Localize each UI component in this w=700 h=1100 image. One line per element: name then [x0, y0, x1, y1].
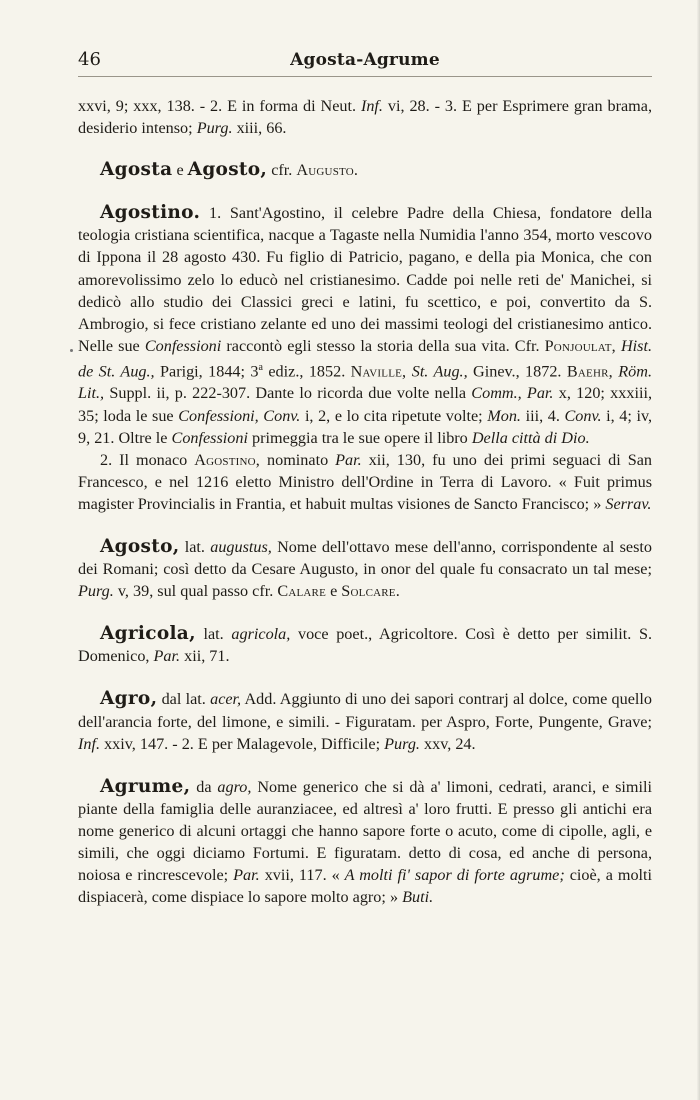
reference: Serrav.: [605, 494, 652, 513]
entry-agostino: [78, 202, 652, 515]
text-fragment: cfr.: [271, 161, 293, 180]
text-fragment: x, 120; xxxiii, 35; loda le sue: [78, 384, 653, 425]
reference: Hist. de St. Aug.,: [78, 336, 653, 381]
reference: Mon.: [487, 406, 521, 425]
text-fragment: 2. Il monaco: [100, 450, 188, 469]
entry-agro: [78, 688, 652, 754]
text-fragment: dal lat.: [161, 690, 206, 709]
text-fragment: Add. Aggiunto di uno dei sapori contrarj al dolce, come quello dell'arancia forte, del limone, e simili. - Figuratam. per Aspro, Forte, Pungente, Grave;: [78, 690, 652, 731]
superscript: a: [258, 361, 263, 373]
text-fragment: da: [196, 777, 212, 796]
entry-continuation: [78, 95, 652, 139]
etymon: augustus,: [210, 537, 272, 556]
text-fragment: xiii, 66.: [236, 119, 287, 138]
reference: St. Aug.,: [411, 362, 468, 381]
text-fragment: i, 4; iv, 9, 21. Oltre le: [78, 406, 653, 447]
reference: Buti.: [402, 888, 434, 907]
text-fragment: xvii, 117. «: [264, 866, 340, 885]
cross-reference: Agostino,: [194, 450, 261, 469]
text-fragment: cioè, a molti dispiacerà, come dispiace lo sapore molto agro; »: [78, 866, 653, 907]
text-fragment: xii, 130, fu uno dei primi seguaci di San Francesco, e nel 1216 eletto Ministro dell'Ordine in Terra di Lavoro. « Fuit primus magister Provincialis in Frantia, et habuit multas visiones de Sancto Francisco; »: [78, 450, 653, 513]
margin-dot: [70, 349, 73, 352]
text-fragment: vi, 28. - 3. E per Esprimere gran brama, desiderio intenso;: [78, 97, 652, 138]
headword: Agricola,: [100, 623, 196, 645]
entry-agricola: [78, 623, 652, 667]
author-name: Naville,: [350, 362, 407, 381]
reference: Comm., Par.: [471, 384, 554, 403]
text-fragment: lat.: [203, 625, 224, 644]
reference: Inf.: [360, 97, 383, 115]
text-fragment: lat.: [184, 537, 205, 556]
running-head: [78, 48, 652, 77]
text-fragment: Nome generico che si dà a' limoni, cedrati, aranci, e simili piante della famiglia delle auranziacee, ed altresì a' loro frutti. E presso gli antichi era nome generico di alcuni ortaggi che hanno sapore forte o acuto, come di cipolle, agli, e simili, che oggi diciamo Fortumi. E figuratam. detto di cosa, ed anche di persona, noiosa e rincrescevole;: [78, 777, 652, 885]
page-number: 46: [78, 49, 101, 70]
dictionary-page: [78, 48, 652, 929]
reference: Par.: [233, 866, 260, 885]
entry-agrume: [78, 776, 652, 909]
reference: Confessioni: [144, 336, 222, 355]
entry-paragraph: [78, 202, 652, 448]
reference: Confessioni, Conv.: [178, 406, 301, 425]
entry-agosto: [78, 536, 652, 602]
etymon: acer,: [210, 690, 242, 709]
text-fragment: xxvi, 9; xxx, 138. - 2. E in forma di Neut.: [78, 97, 357, 115]
reference: Confessioni: [171, 428, 248, 447]
page-title: Agosta-Agrume: [290, 50, 440, 70]
headword: Agrume,: [100, 775, 191, 797]
headword: Agosto,: [187, 159, 268, 181]
quotation: A molti fi' sapor di forte agrume;: [344, 866, 565, 885]
text-fragment: v, 39, sul qual passo cfr.: [117, 582, 274, 601]
cross-reference: Augusto.: [296, 161, 359, 180]
text-fragment: iii, 4.: [525, 406, 560, 425]
text-fragment: voce poet., Agricoltore. Così è detto per similit. S. Domenico,: [78, 625, 653, 666]
headword: Agro,: [100, 688, 158, 710]
author-name: Baehr,: [566, 362, 613, 381]
text-fragment: raccontò egli stesso la storia della sua vita. Cfr.: [226, 336, 540, 355]
headword: Agosto,: [100, 535, 180, 557]
text-fragment: e: [176, 161, 184, 180]
reference: Par.: [335, 450, 362, 469]
text-fragment: e: [330, 582, 338, 601]
text-fragment: i, 2, e lo cita ripetute volte;: [304, 406, 483, 425]
headword: Agosta: [100, 159, 173, 181]
reference: Purg.: [78, 582, 114, 601]
reference: Purg.: [384, 734, 420, 753]
etymon: agro,: [217, 777, 252, 796]
reference: Inf.: [78, 734, 101, 753]
reference: Röm. Lit.,: [78, 362, 653, 403]
headword: Agostino.: [100, 202, 201, 224]
text-fragment: nominato: [267, 450, 329, 469]
text-fragment: primeggia tra le sue opere il libro: [252, 428, 468, 447]
entry-agosta: [78, 159, 652, 181]
text-fragment: xxv, 24.: [424, 734, 476, 753]
text-fragment: Nome dell'ottavo mese dell'anno, corrispondente al sesto dei Romani; così detto da Cesare Augusto, in onor del quale fu consacrato un tal mese;: [78, 537, 652, 579]
text-fragment: ediz., 1852.: [268, 362, 346, 381]
text-fragment: 1. Sant'Agostino, il celebre Padre della Chiesa, fondatore della teologia cristiana scientifica, nacque a Tagaste nella Numidia l'anno 354, morto vescovo di Ippona il 28 agosto 430. Fu figlio di Patricio, pagano, e della pia Monica, che con amorevolissimo zelo lo educò nel cristianesimo. Cadde poi nelle reti de' Manichei, si dedicò allo studio dei Classici greci e latini, fu scettico, e poi, convertito da S. Ambrogio, si fece cristiano zelante ed uno dei massimi teologi del cristianesimo antico. Nelle sue: [78, 204, 653, 355]
text-fragment: Parigi, 1844; 3: [160, 362, 259, 381]
cross-reference: Calare: [277, 582, 327, 601]
cross-reference: Solcare.: [341, 582, 400, 601]
text-fragment: Suppl. ii, p. 222-307. Dante lo ricorda due volte nella: [109, 384, 467, 403]
text-fragment: xxiv, 147. - 2. E per Malagevole, Difficile;: [104, 734, 381, 753]
reference: Par.: [153, 647, 181, 666]
text-fragment: Ginev., 1872.: [473, 362, 562, 381]
etymon: agricola,: [231, 625, 291, 644]
reference: Della città di Dio.: [471, 428, 590, 447]
author-name: Ponjoulat,: [544, 336, 616, 355]
reference: Purg.: [196, 119, 233, 138]
text-fragment: xii, 71.: [184, 647, 230, 666]
reference: Conv.: [564, 406, 602, 425]
entry-paragraph: [78, 449, 652, 515]
